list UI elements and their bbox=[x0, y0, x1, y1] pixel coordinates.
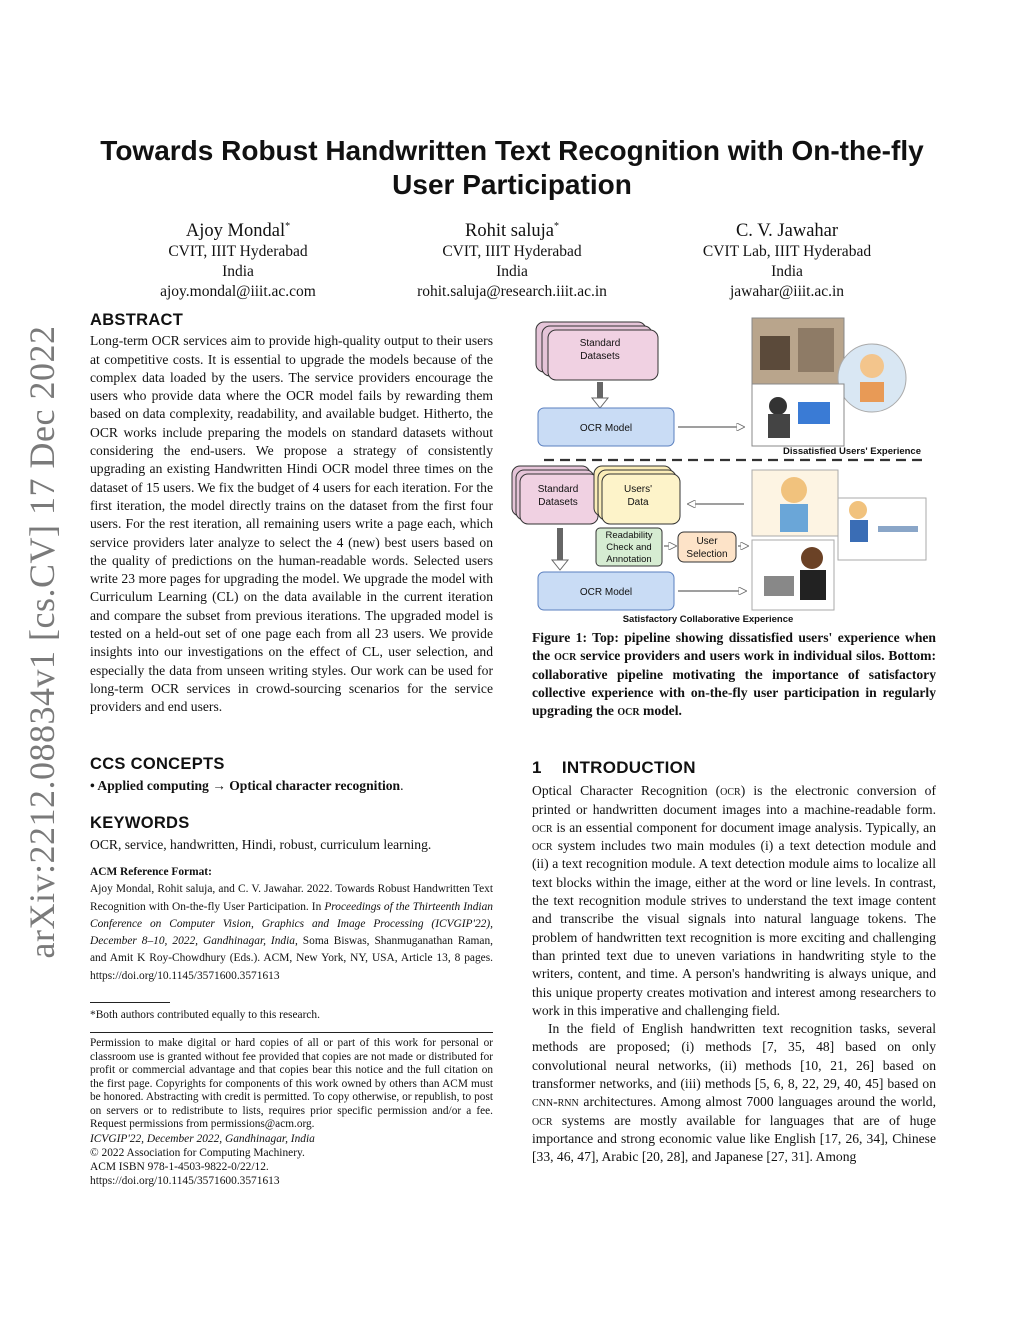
author-name: Ajoy Mondal bbox=[185, 221, 286, 242]
intro-p1-ocr-2: ocr bbox=[532, 819, 553, 835]
intro-p1-c: is an essential component for document image analysis. Typically, an bbox=[552, 819, 936, 835]
author-name: C. V. Jawahar bbox=[735, 221, 839, 242]
author-name: Rohit saluja bbox=[465, 221, 554, 242]
author-3 bbox=[637, 216, 937, 302]
top-down-arrow-head bbox=[592, 398, 608, 408]
intro-p2-b: architectures. Among almost 7000 languages around the world, bbox=[578, 1094, 936, 1110]
author-affiliation: CVIT Lab, IIIT Hyderabad bbox=[702, 243, 872, 261]
footnote: *Both authors contributed equally to this research. bbox=[90, 1009, 320, 1021]
author-country: India bbox=[771, 263, 803, 281]
introduction-section bbox=[532, 759, 936, 1167]
venue: ICVGIP'22, December 2022, Gandhinagar, India bbox=[90, 1132, 315, 1145]
permission-block bbox=[90, 1037, 493, 1188]
top-standard-label-1: Standard bbox=[579, 338, 621, 349]
bottom-pipeline-label: Satisfactory Collaborative Experience bbox=[622, 614, 794, 625]
abstract-section bbox=[90, 311, 493, 717]
intro-p1-a: Optical Character Recognition ( bbox=[532, 783, 721, 799]
author-1 bbox=[88, 216, 388, 302]
keywords-section bbox=[90, 814, 493, 855]
top-ocr-model-label: OCR Model bbox=[579, 423, 633, 434]
caption-part-1: Figure 1: Top: pipeline showing dissatisfied users' experience when the bbox=[532, 630, 936, 664]
acm-ref-editors: , Soma Biswas, Shanmuganathan Raman, and Amit K Roy-Chowdhury (Eds.). ACM, New York, NY, USA, Article 13, 8 pages. https://doi.org/10.1145/3571600.3571613 bbox=[90, 935, 493, 982]
intro-paragraph-1 bbox=[532, 782, 936, 1020]
keywords-heading: KEYWORDS bbox=[90, 814, 190, 832]
abstract-text: Long-term OCR services aim to provide high-quality output to their users at competitive costs. It is essential to upgrade the models because of the complex data loaded by the users. The service providers encourage the users who provide data where the OCR model fails by rewarding them based on data complexity, readability, and available budget. Hitherto, the OCR works include preparing the models on standard datasets without considering the end-users. We propose a strategy of consistently upgrading an existing Handwritten Hindi OCR model three times on the dataset of 15 users. We fix the budget of 4 users for each iteration. For the first iteration, the model directly trains on the dataset from the first four users. For the rest iteration, all remaining users write a page each, which service providers later analyze to select the 4 (new) best users based on the quality of predictions on the human-readable words. Selected users write 23 more pages for upgrading the model. We upgrade the model with Curriculum Learning (CL) on the data available in the current iteration and compare the subset from previous iterations. The upgraded model is tested on a held-out set of one page each from all 23 users. We provide insights into our investigations on the effect of CL, user selection, and especially the data from unseen writing styles. Our work can be used for long-term OCR services in crowd-sourcing scenarios for the service providers and end users. bbox=[90, 333, 493, 715]
ccs-concept: • Applied computing → Optical character recognition bbox=[90, 778, 401, 794]
caption-ocr-2: ocr bbox=[617, 703, 640, 719]
intro-p1-ocr-1: ocr bbox=[720, 783, 741, 799]
paper-title bbox=[90, 134, 934, 202]
intro-p1-ocr-3: ocr bbox=[532, 838, 553, 854]
figure-1-diagram bbox=[508, 314, 936, 630]
intro-p2-cnn-rnn: cnn-rnn bbox=[532, 1094, 579, 1110]
bottom-standard-datasets-stack bbox=[512, 466, 598, 524]
intro-p1-b: ) is the electronic conversion of printed or handwritten document images into a machine-readable form. bbox=[532, 783, 936, 817]
acm-ref-authors: Ajoy Mondal, Rohit saluja, and C. V. Jawahar. 2022. Towards Robust Handwritten Text Recognition with On-the-fly User Participation. In bbox=[90, 883, 493, 913]
top-standard-label-2: Datasets bbox=[580, 351, 620, 362]
footnote-rule bbox=[90, 1002, 170, 1003]
intro-p2-c: systems are mostly available for languages that are of huge importance and strong economic value like English [17, 26, 34], Chinese [33, 46, 47], Arabic [20, 28], and Japanese [27, 31]. Among bbox=[532, 1112, 936, 1165]
caption-part-3: model. bbox=[639, 703, 682, 719]
keywords-text: OCR, service, handwritten, Hindi, robust, curriculum learning. bbox=[90, 837, 432, 853]
doi[interactable]: https://doi.org/10.1145/3571600.3571613 bbox=[90, 1175, 280, 1188]
readability-label-1: Readability bbox=[605, 530, 653, 541]
author-email[interactable]: rohit.saluja@research.iiit.ac.in bbox=[417, 283, 607, 301]
intro-p1-d: system includes two main modules (i) a text detection module and (ii) a text recognition module. A text detection module aims to localize all text blocks within the image, either at the word or line levels. In contrast, the text recognition module strives to understand the text image content and transcribe the visual signals into natural language tokens. The problem of handwritten text recognition is more exciting and challenging than printed text due to uneven variations in handwriting style to the writers, content, and time. A person's handwriting is always unique, and this unique property creates motivation and interest among researchers to work in this imperative and challenging field. bbox=[532, 838, 936, 1018]
intro-p2-a: In the field of English handwritten text recognition tasks, several methods are proposed; (i) methods [7, 35, 48] based on only convolutional neural networks, (ii) methods [10, 21, 26] based on transformer networks, and (iii) methods [5, 6, 8, 22, 29, 40, 45] based on bbox=[532, 1021, 936, 1092]
ccs-section bbox=[90, 755, 493, 796]
ccs-heading: CCS CONCEPTS bbox=[90, 755, 225, 773]
arxiv-identifier: arXiv:2212.08834v1 [cs.CV] 17 Dec 2022 bbox=[22, 325, 62, 959]
permission-text: Permission to make digital or hard copies of all or part of this work for personal or classroom use is granted without fee provided that copies are not made or distributed for profit or commercial advantage and that copies bear this notice and the full citation on the first page. Copyrights for components of this work owned by others than ACM must be honored. Abstracting with credit is permitted. To copy otherwise, or republish, to post on servers or to redistribute to lists, requires prior specific permission and/or a fee. Request permissions from permissions@acm.org. bbox=[90, 1037, 493, 1130]
author-affiliation: CVIT, IIIT Hyderabad bbox=[442, 243, 582, 261]
users-data-stack bbox=[594, 466, 680, 524]
bottom-standard-label-1: Standard bbox=[537, 484, 579, 495]
acm-reference bbox=[90, 864, 493, 985]
readability-label-2: Check and bbox=[606, 542, 652, 553]
top-pipeline-label: Dissatisfied Users' Experience bbox=[783, 446, 921, 457]
user-selection-label-2: Selection bbox=[686, 549, 728, 560]
caption-ocr-1: ocr bbox=[554, 648, 577, 664]
author-affiliation: CVIT, IIIT Hyderabad bbox=[168, 243, 308, 261]
copyright: © 2022 Association for Computing Machinery. bbox=[90, 1146, 305, 1159]
abstract-heading: ABSTRACT bbox=[90, 311, 184, 329]
isbn: ACM ISBN 978-1-4503-9822-0/22/12. bbox=[90, 1160, 269, 1173]
permission-rule bbox=[90, 1032, 493, 1033]
author-2 bbox=[362, 216, 662, 302]
equal-contribution-mark: * bbox=[285, 221, 291, 232]
intro-p2-ocr: ocr bbox=[532, 1112, 553, 1128]
users-data-label-2: Data bbox=[627, 497, 649, 508]
users-data-label-1: Users' bbox=[623, 484, 653, 495]
title-line-2: User Participation bbox=[392, 169, 632, 200]
acm-reference-heading: ACM Reference Format: bbox=[90, 866, 212, 878]
intro-paragraph-2 bbox=[532, 1020, 936, 1166]
author-block bbox=[90, 216, 934, 300]
caption-part-2: service providers and users work in individual silos. Bottom: collaborative pipeline motivating the importance of satisfactory collective experience with on-the-fly user participation in regularly upgrading the bbox=[532, 648, 936, 719]
author-country: India bbox=[222, 263, 254, 281]
bottom-ocr-model-label: OCR Model bbox=[579, 587, 633, 598]
introduction-heading: 1 INTRODUCTION bbox=[532, 758, 696, 777]
title-line-1: Towards Robust Handwritten Text Recognition with On-the-fly bbox=[100, 135, 924, 166]
readability-label-3: Annotation bbox=[606, 554, 652, 565]
author-country: India bbox=[496, 263, 528, 281]
top-standard-datasets-stack bbox=[536, 322, 658, 380]
bottom-standard-label-2: Datasets bbox=[538, 497, 578, 508]
ccs-period: . bbox=[400, 778, 404, 794]
acm-reference-text bbox=[90, 881, 493, 985]
equal-contribution-mark: * bbox=[553, 221, 559, 232]
author-email[interactable]: ajoy.mondal@iiit.ac.com bbox=[160, 283, 316, 301]
author-email[interactable]: jawahar@iiit.ac.in bbox=[729, 283, 845, 301]
acm-ref-proceedings: Proceedings of the Thirteenth Indian Conference on Computer Vision, Graphics and Image Processing (ICVGIP'22), December 8–10, 2022, Gandhinagar, India bbox=[90, 900, 493, 948]
figure-caption bbox=[532, 629, 936, 720]
user-selection-label-1: User bbox=[696, 536, 718, 547]
